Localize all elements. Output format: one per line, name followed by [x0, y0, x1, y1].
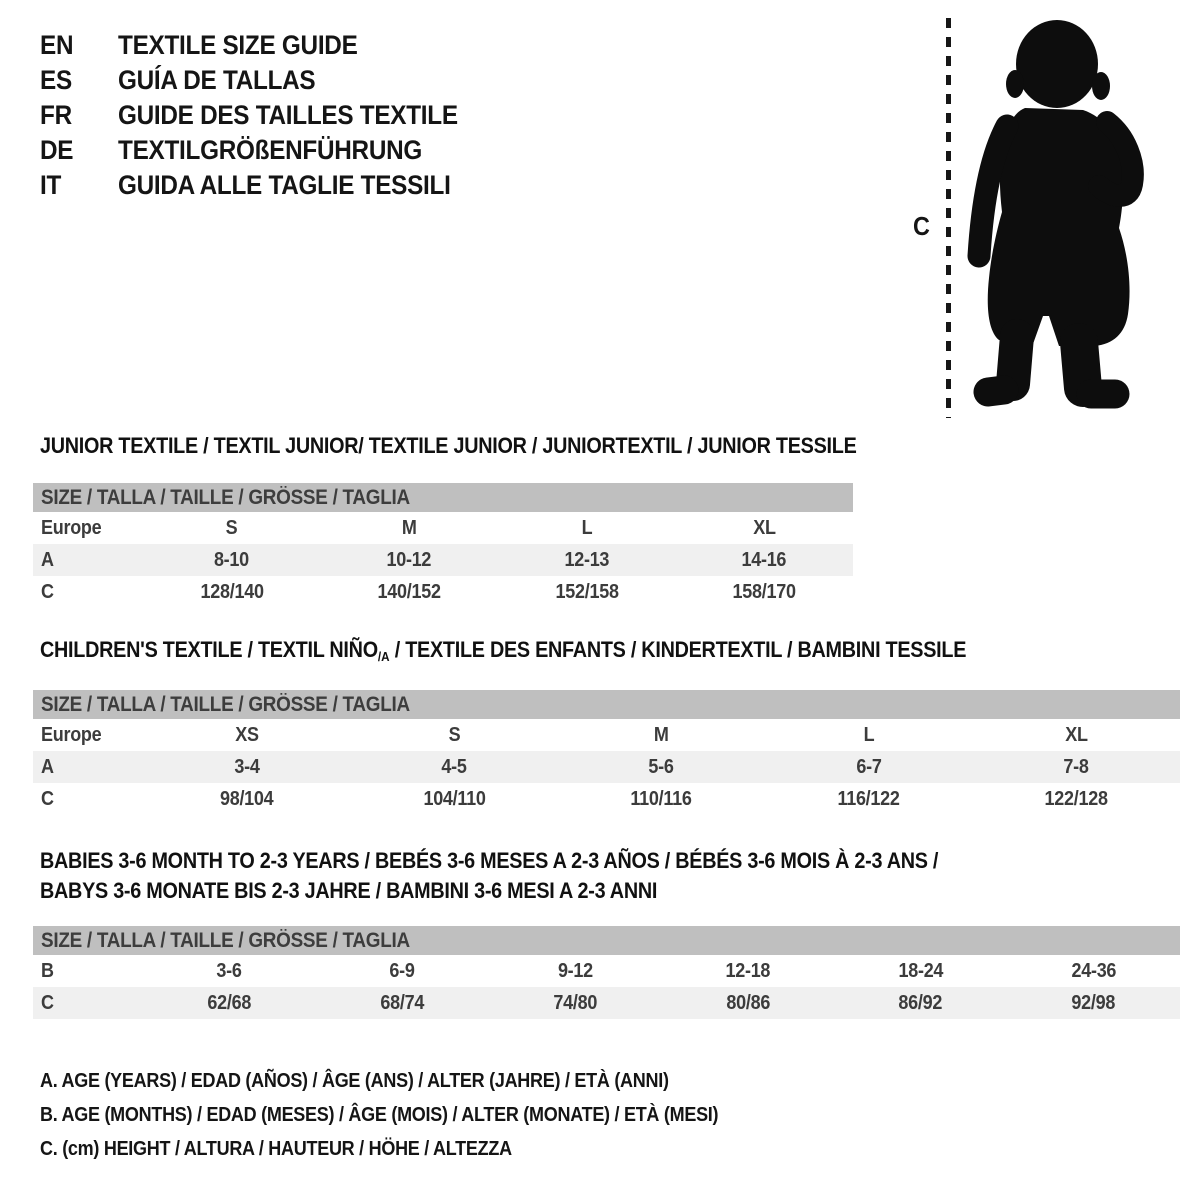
table-cell: 74/80	[553, 991, 597, 1014]
row-label: A	[41, 548, 54, 571]
size-header-bar: SIZE / TALLA / TAILLE / GRÖSSE / TAGLIA	[33, 926, 1180, 955]
size-header-bar: SIZE / TALLA / TAILLE / GRÖSSE / TAGLIA	[33, 690, 1180, 719]
legend-line-a: A. AGE (YEARS) / EDAD (AÑOS) / ÂGE (ANS) / ALTER (JAHRE) / ETÀ (ANNI)	[40, 1070, 669, 1092]
height-measure-dashed-line	[946, 18, 951, 418]
table-cell: 14-16	[741, 548, 787, 571]
table-cell: L	[581, 516, 593, 539]
table-cell: 152/158	[555, 580, 619, 603]
table-cell: XS	[234, 723, 259, 746]
row-label: A	[41, 755, 54, 778]
table-cell: 104/110	[422, 787, 486, 810]
legend-line-c: C. (cm) HEIGHT / ALTURA / HAUTEUR / HÖHE / ALTEZZA	[40, 1138, 512, 1160]
table-cell: 158/170	[732, 580, 796, 603]
table-cell: XL	[1065, 723, 1088, 746]
guide-title-de: TEXTILGRÖßENFÜHRUNG	[118, 135, 423, 165]
table-cell: 86/92	[898, 991, 943, 1014]
table-cell: 24-36	[1071, 959, 1116, 982]
guide-title-en: TEXTILE SIZE GUIDE	[118, 30, 358, 60]
toddler-silhouette-icon	[955, 14, 1145, 418]
table-cell: 9-12	[557, 959, 593, 982]
table-cell: L	[863, 723, 875, 746]
table-cell: 68/74	[380, 991, 425, 1014]
table-cell: 110/116	[630, 787, 693, 810]
language-row-en	[40, 28, 496, 63]
table-cell: 122/128	[1044, 787, 1108, 810]
guide-title-es: GUÍA DE TALLAS	[118, 65, 316, 95]
table-row	[33, 751, 1180, 783]
size-header-bar: SIZE / TALLA / TAILLE / GRÖSSE / TAGLIA	[33, 483, 853, 512]
language-row-it	[40, 168, 496, 203]
table-cell: 98/104	[219, 787, 274, 810]
language-code: FR	[40, 100, 72, 130]
height-measure-label: C	[913, 211, 930, 241]
guide-title-fr: GUIDE DES TAILLES TEXTILE	[118, 100, 458, 130]
table-cell: 12-18	[725, 959, 771, 982]
table-cell: 7-8	[1063, 755, 1089, 778]
guide-title-it: GUIDA ALLE TAGLIE TESSILI	[118, 170, 451, 200]
language-code: DE	[40, 135, 74, 165]
table-cell: 140/152	[377, 580, 441, 603]
table-cell: 116/122	[837, 787, 900, 810]
measurement-legend	[40, 1070, 794, 1172]
table-cell: M	[654, 723, 669, 746]
table-cell: 3-4	[234, 755, 260, 778]
table-cell: S	[225, 516, 238, 539]
babies-section-title: BABIES 3-6 MONTH TO 2-3 YEARS / BEBÉS 3-6 MESES A 2-3 AÑOS / BÉBÉS 3-6 MOIS À 2-3 ANS / BABYS 3-6 MONATE BIS 2-3 JAHRE / BAMBINI 3-6 MESI A 2-3 ANNI	[40, 848, 939, 903]
table-row	[33, 987, 1180, 1019]
table-cell: 80/86	[726, 991, 770, 1014]
table-cell: 62/68	[207, 991, 252, 1014]
row-label: C	[41, 787, 54, 810]
table-cell: 6-9	[389, 959, 415, 982]
table-cell: XL	[753, 516, 776, 539]
table-row	[33, 576, 853, 608]
language-code: ES	[40, 65, 72, 95]
legend-line-b: B. AGE (MONTHS) / EDAD (MESES) / ÂGE (MOIS) / ALTER (MONATE) / ETÀ (MESI)	[40, 1104, 719, 1126]
table-cell: 3-6	[216, 959, 243, 982]
table-row	[33, 544, 853, 576]
junior-size-table	[33, 483, 853, 608]
table-cell: 18-24	[898, 959, 944, 982]
nino-a-subscript: /A	[377, 649, 390, 664]
row-label: C	[41, 580, 54, 603]
language-row-de	[40, 133, 496, 168]
table-cell: M	[401, 516, 417, 539]
table-cell: 6-7	[856, 755, 882, 778]
row-label: Europe	[41, 516, 102, 539]
row-label: Europe	[41, 723, 102, 746]
language-legend	[40, 28, 496, 203]
children-size-table	[33, 690, 1180, 815]
row-label: B	[41, 959, 54, 982]
junior-section-title: JUNIOR TEXTILE / TEXTIL JUNIOR/ TEXTILE JUNIOR / JUNIORTEXTIL / JUNIOR TESSILE	[40, 433, 857, 458]
table-row	[33, 955, 1180, 987]
table-cell: 92/98	[1071, 991, 1116, 1014]
table-row	[33, 783, 1180, 815]
table-cell: 12-13	[564, 548, 610, 571]
table-cell: S	[448, 723, 460, 746]
table-row	[33, 512, 853, 544]
table-row	[33, 719, 1180, 751]
table-cell: 10-12	[386, 548, 432, 571]
children-section-title: CHILDREN'S TEXTILE / TEXTIL $NIÑO_{/A}$ / TEXTILE DES ENFANTS / KINDERTEXTIL / BAMBINI TESSILE	[40, 637, 967, 664]
table-cell: 4-5	[441, 755, 467, 778]
babies-size-table	[33, 926, 1180, 1019]
language-code: IT	[40, 170, 62, 200]
row-label: C	[41, 991, 54, 1014]
table-cell: 5-6	[648, 755, 675, 778]
table-cell: 8-10	[214, 548, 250, 571]
language-row-es	[40, 63, 496, 98]
language-row-fr	[40, 98, 496, 133]
table-cell: 128/140	[200, 580, 264, 603]
language-code: EN	[40, 30, 74, 60]
